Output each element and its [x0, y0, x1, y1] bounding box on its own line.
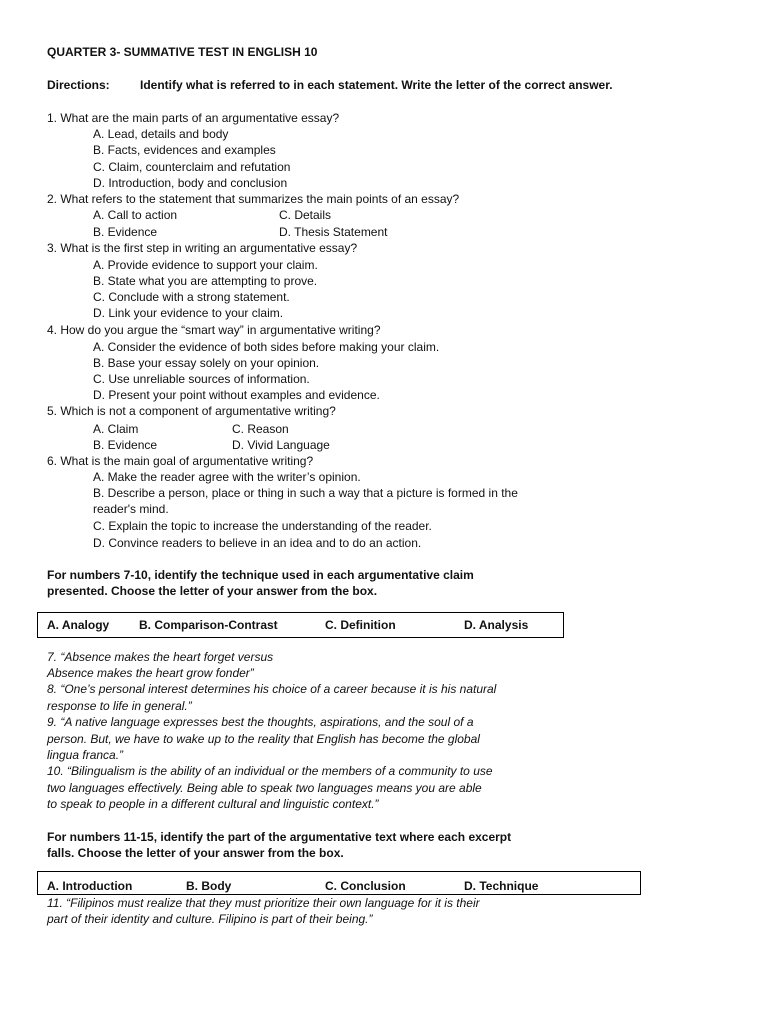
item-line: to speak to people in a different cultural and linguistic context.” [47, 797, 379, 811]
directions-text: Identify what is referred to in each statement. Write the letter of the correct answer. [140, 78, 613, 92]
option: C. Explain the topic to increase the understanding of the reader. [93, 519, 432, 533]
option: C. Claim, counterclaim and refutation [93, 160, 291, 174]
section-instructions: presented. Choose the letter of your answer from the box. [47, 584, 378, 598]
choice: A. Introduction [47, 879, 133, 893]
option: C. Use unreliable sources of information. [93, 372, 310, 386]
item-line: 8. “One’s personal interest determines his choice of a career because it is his natural [47, 682, 497, 696]
option: D. Vivid Language [232, 438, 330, 452]
item-line: part of their identity and culture. Filipino is part of their being.” [47, 912, 373, 926]
item-line: lingua franca.” [47, 748, 124, 762]
section-instructions: For numbers 11-15, identify the part of the argumentative text where each excerpt [47, 830, 512, 844]
choice: C. Definition [325, 618, 396, 632]
page-title: QUARTER 3- SUMMATIVE TEST IN ENGLISH 10 [47, 45, 318, 59]
item-line: Absence makes the heart grow fonder” [47, 666, 254, 680]
question-stem: 3. What is the first step in writing an argumentative essay? [47, 241, 358, 255]
question-stem: 6. What is the main goal of argumentative writing? [47, 454, 314, 468]
item-line: 9. “A native language expresses best the thoughts, aspirations, and the soul of a [47, 715, 474, 729]
section-instructions: falls. Choose the letter of your answer from the box. [47, 846, 344, 860]
option: B. Facts, evidences and examples [93, 143, 276, 157]
question-stem: 2. What refers to the statement that summarizes the main points of an essay? [47, 192, 460, 206]
choice: A. Analogy [47, 618, 110, 632]
option: B. State what you are attempting to prove. [93, 274, 318, 288]
option: D. Thesis Statement [279, 225, 388, 239]
option: C. Conclude with a strong statement. [93, 290, 290, 304]
option: B. Evidence [93, 438, 158, 452]
choice: B. Body [186, 879, 232, 893]
item-line: person. But, we have to wake up to the reality that English has become the global [47, 732, 480, 746]
item-line: response to life in general.” [47, 699, 192, 713]
option: D. Link your evidence to your claim. [93, 306, 284, 320]
option: A. Call to action [93, 208, 178, 222]
option: C. Reason [232, 422, 289, 436]
option: D. Present your point without examples and evidence. [93, 388, 380, 402]
choice: D. Technique [464, 879, 539, 893]
item-line: two languages effectively. Being able to speak two languages means you are able [47, 781, 482, 795]
option: B. Describe a person, place or thing in such a way that a picture is formed in the [93, 486, 518, 500]
option: reader's mind. [93, 502, 169, 516]
option: A. Consider the evidence of both sides before making your claim. [93, 340, 440, 354]
option: C. Details [279, 208, 332, 222]
option: B. Base your essay solely on your opinion. [93, 356, 320, 370]
question-stem: 4. How do you argue the “smart way” in argumentative writing? [47, 323, 381, 337]
question-stem: 5. Which is not a component of argumentative writing? [47, 404, 336, 418]
option: D. Introduction, body and conclusion [93, 176, 288, 190]
directions-label: Directions: [47, 78, 110, 92]
choice: C. Conclusion [325, 879, 406, 893]
question-stem: 1. What are the main parts of an argumentative essay? [47, 111, 340, 125]
option: A. Lead, details and body [93, 127, 229, 141]
option: A. Make the reader agree with the writer’s opinion. [93, 470, 361, 484]
option: D. Convince readers to believe in an idea and to do an action. [93, 536, 422, 550]
option: A. Provide evidence to support your claim. [93, 258, 318, 272]
option: B. Evidence [93, 225, 158, 239]
item-line: 11. “Filipinos must realize that they must prioritize their own language for it is their [47, 896, 480, 910]
choice: B. Comparison-Contrast [139, 618, 278, 632]
item-line: 10. “Bilingualism is the ability of an individual or the members of a community to use [47, 764, 493, 778]
choice: D. Analysis [464, 618, 529, 632]
option: A. Claim [93, 422, 139, 436]
item-line: 7. “Absence makes the heart forget versus [47, 650, 274, 664]
section-instructions: For numbers 7-10, identify the technique used in each argumentative claim [47, 568, 474, 582]
